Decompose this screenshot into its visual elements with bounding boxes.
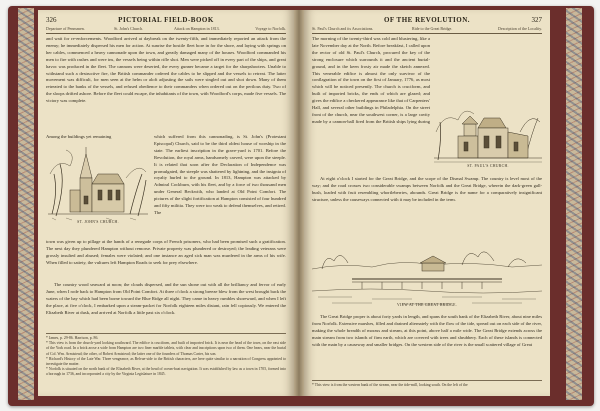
st-johns-church-engraving	[46, 144, 150, 228]
running-title: OF THE REVOLUTION.	[383, 16, 471, 24]
subhead: Departure of Pennsmen.	[46, 26, 85, 31]
subhead: Voyage to Norfolk.	[255, 26, 286, 31]
running-title: PICTORIAL FIELD-BOOK	[118, 16, 214, 24]
body-paragraph: The morning of the twenty-third was cold and blustering, like a late November day at the North. Before breakfast, I called upon the rector of old St. Paul's Church, procured the key of the strong enclosure which surrounds it and the ancient burial-ground, and in the keen frosty air made the sketch annexed. This venerable edifice is almost the only survivor of the conflagration of the town on the first of January, 1776, as most which will be noticed presently. The church is cruciform, and built of imported bricks, the ends of which are glazed; and gives the edifice a checkered appearance like that of Carpenters' Hall, and several other buildings in Philadelphia. On the street front of the church, near the southwest corner, is a large cavity made by a cannon-ball fired from the British ships lying during	[312, 36, 430, 124]
subheads	[312, 25, 542, 34]
footnotes	[46, 333, 286, 394]
subhead: Attack on Hampton in 1813.	[174, 26, 220, 31]
body-paragraph: At eight o'clock I started for the Great Bridge, and the scope of the Dismal Swamp. The country is level most of the way; and the road crosses two considerable swamps between Norfolk and the Great Bridge, wherein the dark-green gall-bush, loaded with fruit resembling whortleberries, abounds. Great Bridge is the name for a comparatively insignificant structure, unless the causeways connected with it may be included in the term.	[312, 176, 542, 202]
marbled-edge-right	[566, 8, 582, 400]
page-number: 326	[46, 16, 57, 24]
subhead: Ride to the Great Bridge.	[412, 26, 453, 31]
figure-caption: ST. JOHN'S CHURCH.	[77, 220, 119, 224]
page-number: 327	[531, 16, 542, 24]
figure-caption: VIEW AT THE GREAT BRIDGE.	[396, 303, 458, 307]
footnote: * Norfolk is situated on the north bank of the Elizabeth River, at the head of ocean-boat navigation. It was established by law as a town in 1705, formed into a borough in 1736, and incorporated a city by the Virginia Legislature in 1845.	[46, 367, 286, 377]
marbled-edge-left	[18, 8, 34, 400]
great-bridge-engraving	[312, 239, 542, 311]
body-paragraph: The Great Bridge proper is about forty yards in length, and spans the south bank of the Elizabeth River, about nine miles from Norfolk. Extensive marshes, filled and drained alternately with the flow of the tide, spread out on each side of the river, making the whole breadth of morass and stream, at this point, above half a mile wide. The Great Bridge extends across the main stream from two islands of firm earth, which are covered with trees and shrubbery. Each of these islands is connected with the main by a causeway and smaller bridges. On the western side of the river is the small scattered village of Great	[312, 314, 542, 347]
body-paragraph: town was given up to pillage at the hands of a renegade corps of French prisoners, who had been promised such a gratification. The next day they plundered Hampton without remorse. Private property was plundered or destroyed; the leading veterans were grossly insulted and abused; females were violated; and one instance an aged sick man was murdered in the arms of his wife. When filled to satiety, the vultures left Hampton Roads to seek for prey elsewhere.	[46, 239, 286, 265]
body-paragraph: The country wood seaward at noon; the clouds dispersed, and the sun shone out with all the brilliancy and fervor of early June, when I rode back to Hampton from Old Point Comfort. At three o'clock a strong breeze blew from the west brought back the waters of the bay which had been borne toward the Blue Ridge all night. They came in heavy rumbles shoreward, and when I left the place, at five o'clock, I embarked upon a steam-packet for Norfolk eighteen miles distant, rain fell copiously. We entered the Elizabeth River at dusk, and arrived at Norfolk a little past six o'clock.	[46, 282, 286, 315]
body-paragraph: Among the buildings yet remaining	[46, 134, 112, 139]
figure-caption: ST. PAUL'S CHURCH.	[467, 164, 509, 168]
footnote: * This view is from the western bank of the stream, near the tide-mill, looking south. On the left of the	[312, 383, 468, 387]
footnote: * Richard's History of the Late War. Three vengeance, as Belvue-side to the British characters, are here quite similar to a narration of Congress appointed to investigate the matter.	[46, 356, 286, 367]
st-pauls-church-engraving	[434, 92, 542, 172]
footnotes	[312, 380, 542, 395]
footnote: * This view is from the church-yard looking southward. The edifice is cruciform, and built of imported brick. It is near the head of the town, on the east side of the York road. In a brick arose a wide from Hampton are two finer marble tablets, with clear and inscriptions upon two of them. One bears, near the burial of Col. Wm. Armistead; the other, of Robert Armistead; the latter one of the founders of Thomas Carter, his son.	[46, 341, 286, 356]
subhead: Description of the Locality.	[498, 26, 542, 31]
subhead: St. Paul's Church and its Associations.	[312, 26, 374, 31]
footnote: * James, p. 29-86. Harrison, p. 86.	[46, 336, 99, 340]
body-paragraph: which suffered from this cannonading, is St. John's (Protestant Episcopal) Church, said to be the third oldest house of worship in the state. The earliest inscription in the grave-yard is 1701. Before the Revolution, the royal arms, handsomely carved, were upon the steeple. It is related that soon after the Declaration of Independence was promulgated, the steeple was shattered by lightning, and the insignia of royalty hurled to the ground. In 1813, Hampton was attacked by Admiral Cockburn, with his fleet, and by a force of two thousand men under General Beckwith, who landed at Old Point Comfort. The pictures of the slight fortification at Hampton consisted of four hundred and fifty militia. They were too weak to defend themselves, and retired. The	[154, 134, 286, 215]
subheads	[46, 25, 286, 34]
left-page	[38, 10, 294, 396]
book-gutter	[294, 10, 304, 396]
body-paragraph: and wait for re-enforcements. Woodford arrived at daybreak on the twenty-fifth, and immediately reported an attack from the enemy; he immediately dispersed his men for action. At sunrise the hostile fleet bore in for the shore, and laying with springs on her cables, commenced a heavy cannonade upon the town, and greatly damaged many of the houses. Woodford commanded his men to fire with rashes and were ins, the vessels being within rifle shot. Men were picked off in every part of the ships, and great havoc was produced in the fleet. The cannons were deserted, the every gunner became a target for the sharpshooters. Unable to withstand such a destructive fire, the British commander ordered the cables to be slipped and the vessels to retreat. The latter movement was difficult, for men seen at the helm or aloft adjusting the sails were singled out and shot down. Many of them retreated to the banks of the vessels, and refused obedience to their commanders when ordered out on the perilous duty. Two of the sloops drifted ashore. Before the fleet could escape, the inhabitants of the town, with Woodford's corps, made five vessels. The victory was complete.	[46, 36, 286, 104]
subhead: St. John's Church.	[114, 26, 143, 31]
right-page	[304, 10, 550, 396]
